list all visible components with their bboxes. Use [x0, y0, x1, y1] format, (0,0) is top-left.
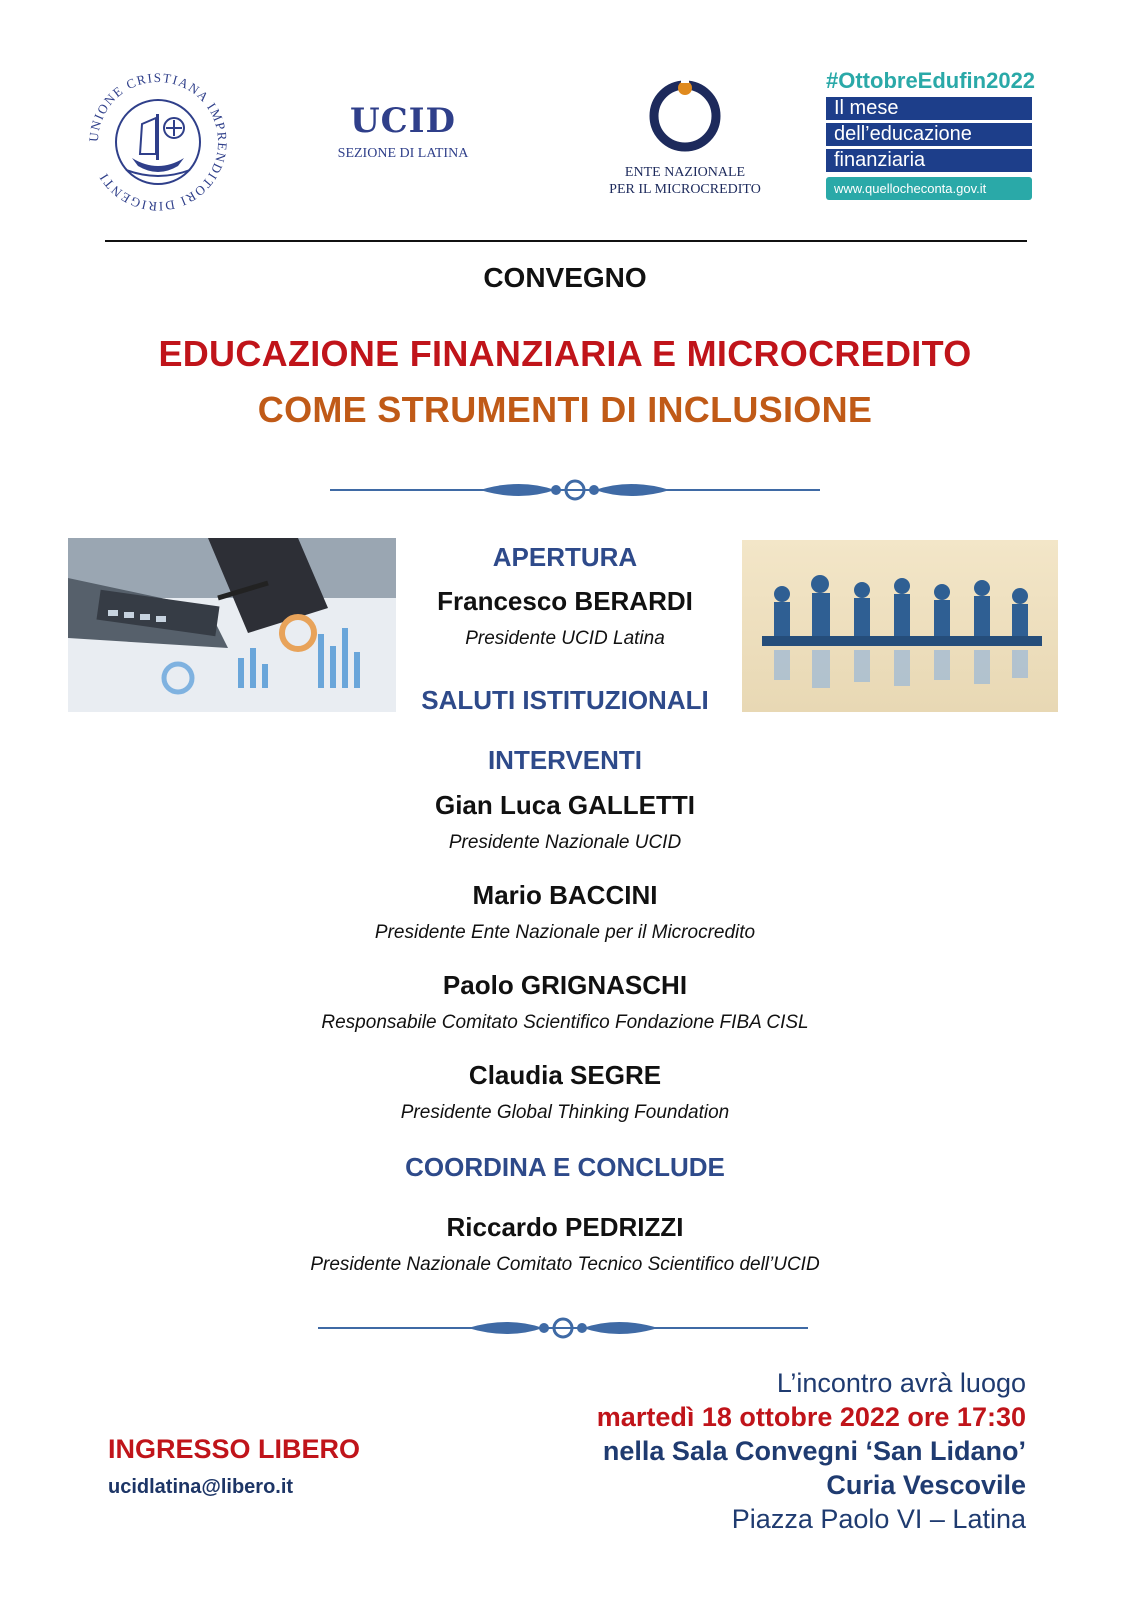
event-datetime: martedì 18 ottobre 2022 ore 17:30 [596, 1402, 1026, 1432]
header-divider [105, 240, 1027, 242]
seal-ring-text: UNIONE CRISTIANA IMPRENDITORI DIRIGENTI [85, 69, 231, 215]
coordina-name: Riccardo PEDRIZZI [446, 1212, 684, 1242]
event-title-line-1: EDUCAZIONE FINANZIARIA E MICROCREDITO [158, 333, 972, 374]
apertura-role: Presidente UCID Latina [465, 628, 665, 649]
speaker-role: Responsabile Comitato Scientifico Fondazione FIBA CISL [321, 1012, 809, 1033]
edufin-line-3: finanziaria [826, 149, 1032, 172]
ornament-divider-top [330, 470, 820, 510]
event-kind: CONVEGNO [483, 262, 647, 293]
ente-microcredito-logo [585, 76, 785, 198]
venue-building: Curia Vescovile [826, 1470, 1026, 1500]
ucid-name: UCID [349, 101, 457, 141]
venue-hall: nella Sala Convegni ‘San Lidano’ [602, 1436, 1026, 1466]
edufin-logo [826, 68, 1058, 200]
venue-intro: L’incontro avrà luogo [776, 1368, 1026, 1398]
ucid-logo [318, 102, 488, 162]
speaker-role: Presidente Nazionale UCID [448, 832, 682, 853]
ente-line-1: ENTE NAZIONALE [624, 165, 746, 180]
ente-circle-icon [641, 76, 729, 164]
section-saluti: SALUTI ISTITUZIONALI [421, 685, 709, 715]
contact-email[interactable]: ucidlatina@libero.it [108, 1476, 294, 1498]
ucid-section: SEZIONE DI LATINA [337, 146, 469, 161]
speaker-role: Presidente Global Thinking Foundation [400, 1102, 730, 1123]
section-interventi: INTERVENTI [487, 745, 643, 775]
ingresso-libero: INGRESSO LIBERO [108, 1434, 361, 1464]
edufin-url[interactable]: www.quellocheconta.gov.it [826, 177, 1032, 200]
ornament-divider-bottom [318, 1308, 808, 1348]
speaker-name: Paolo GRIGNASCHI [442, 970, 688, 1000]
edufin-hashtag: #OttobreEdufin2022 [826, 68, 1036, 93]
speaker-role: Presidente Ente Nazionale per il Microcredito [374, 922, 756, 943]
speaker-name: Gian Luca GALLETTI [434, 790, 695, 820]
ucid-seal-logo [82, 66, 234, 218]
ente-line-2: PER IL MICROCREDITO [609, 182, 761, 197]
edufin-line-1: Il mese [826, 97, 1032, 120]
section-apertura: APERTURA [492, 542, 638, 572]
venue-address: Piazza Paolo VI – Latina [731, 1504, 1026, 1534]
section-coordina: COORDINA E CONCLUDE [405, 1152, 725, 1182]
speaker-name: Claudia SEGRE [468, 1060, 662, 1090]
event-title-line-2: COME STRUMENTI DI INCLUSIONE [257, 389, 873, 430]
apertura-name: Francesco BERARDI [437, 586, 693, 616]
edufin-line-2: dell’educazione [826, 123, 1032, 146]
speaker-name: Mario BACCINI [472, 880, 658, 910]
coordina-role: Presidente Nazionale Comitato Tecnico Scientifico dell’UCID [310, 1254, 820, 1275]
